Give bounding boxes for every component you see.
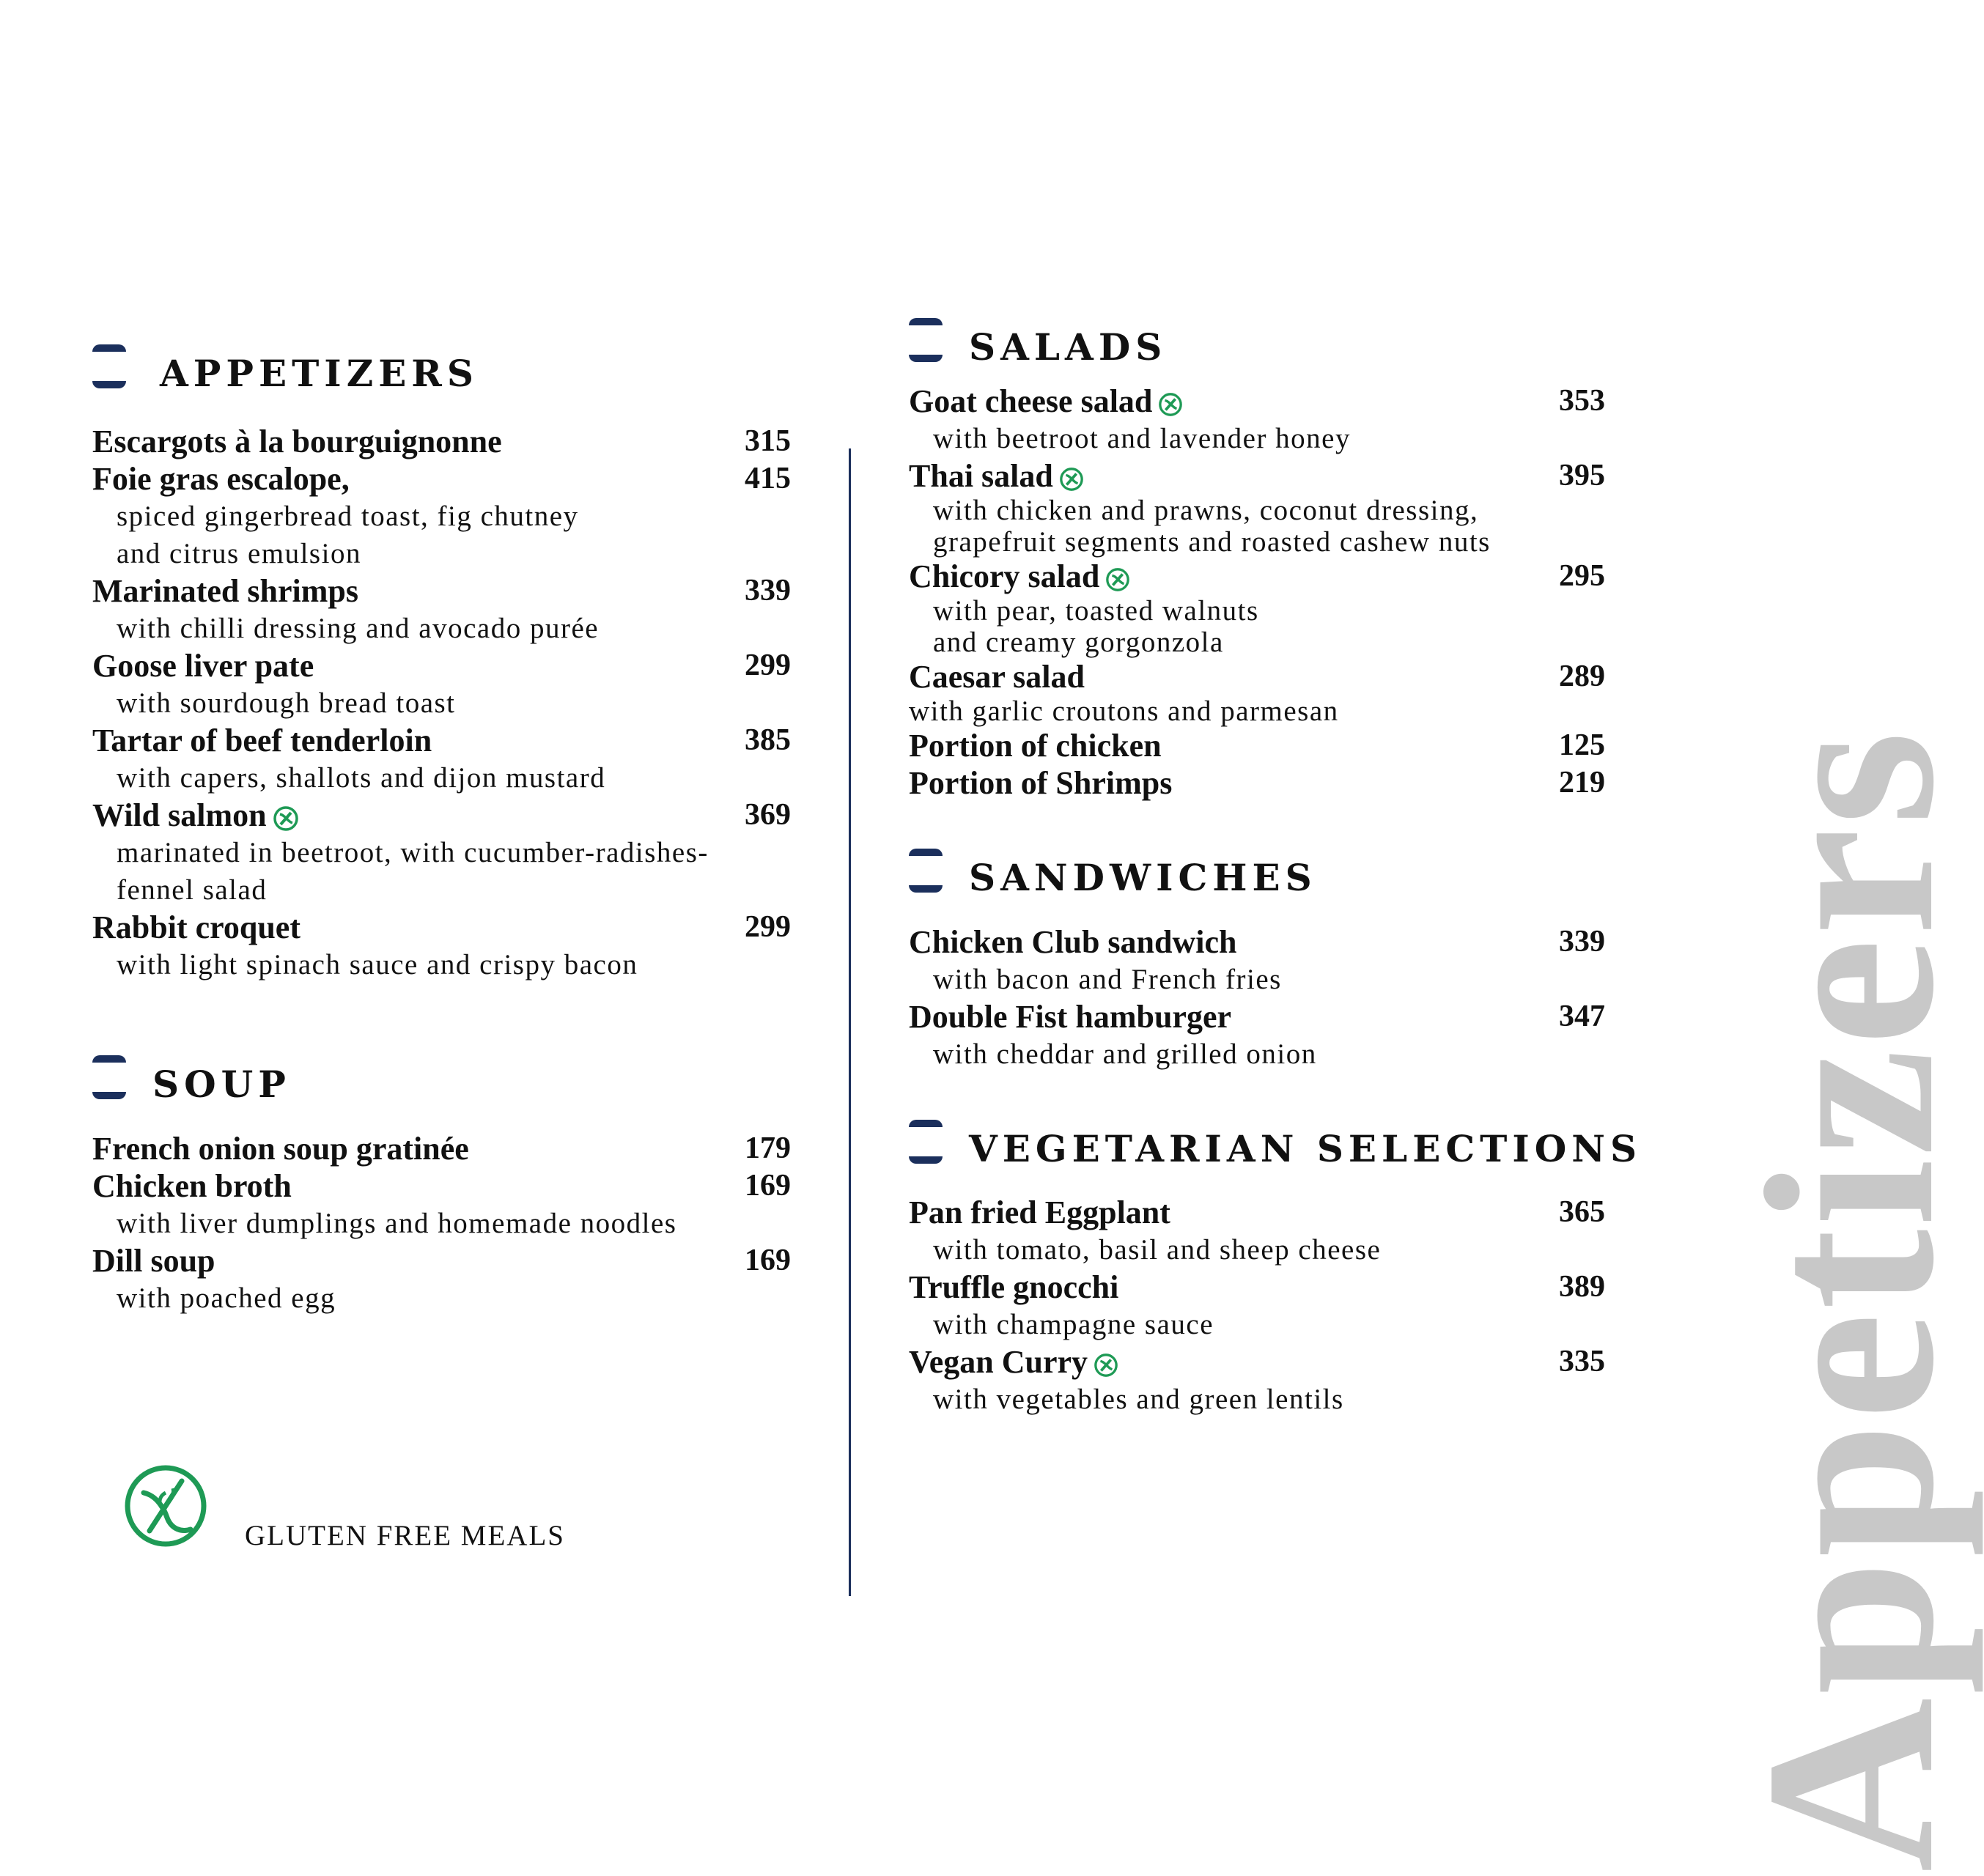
item-price: 385 — [745, 723, 791, 757]
item-description: marinated in beetroot, with cucumber-radishes- — [117, 837, 709, 868]
item-price: 169 — [745, 1169, 791, 1203]
section-header-sandwiches — [909, 849, 1422, 907]
item-name: Goose liver pate — [92, 648, 314, 684]
item-name: Truffle gnocchi — [909, 1269, 1119, 1305]
item-price: 339 — [1559, 925, 1605, 959]
menu-item — [909, 727, 1605, 764]
gluten-free-icon — [123, 1463, 208, 1548]
item-name: Chicken broth — [92, 1168, 292, 1204]
item-description: with champagne sauce — [933, 1309, 1214, 1340]
item-description: with beetroot and lavender honey — [933, 423, 1351, 454]
item-description: with poached egg — [117, 1282, 336, 1314]
menu-item — [909, 923, 1605, 998]
item-price: 169 — [745, 1244, 791, 1277]
item-price: 219 — [1559, 766, 1605, 799]
item-price: 415 — [745, 462, 791, 495]
column-divider — [849, 448, 851, 1596]
item-name: Foie gras escalope, — [92, 461, 350, 497]
item-name: French onion soup gratinée — [92, 1131, 469, 1167]
item-name-row — [909, 457, 1605, 495]
legend-label: GLUTEN FREE MEALS — [245, 1520, 565, 1551]
item-description: grapefruit segments and roasted cashew nuts — [933, 526, 1491, 558]
item-name: Double Fist hamburger — [909, 999, 1231, 1035]
item-name-row — [909, 1343, 1605, 1381]
item-name: Marinated shrimps — [92, 573, 358, 609]
section-header-vegetarian — [909, 1120, 1642, 1178]
item-description: and creamy gorgonzola — [933, 627, 1224, 658]
item-name: Tartar of beef tenderloin — [92, 723, 432, 758]
salads-list — [909, 383, 1605, 802]
gluten-free-icon — [1059, 467, 1084, 492]
section-title: VEGETARIAN SELECTIONS — [969, 1127, 1642, 1170]
item-name: Caesar salad — [909, 659, 1085, 695]
menu-item — [909, 1194, 1605, 1268]
item-description: spiced gingerbread toast, fig chutney — [117, 501, 579, 532]
section-bracket-icon — [92, 1055, 126, 1099]
item-description: fennel salad — [117, 874, 268, 906]
item-description: with vegetables and green lentils — [933, 1384, 1344, 1415]
menu-item — [92, 460, 791, 572]
item-name: Vegan Curry — [909, 1344, 1088, 1380]
vegetarian-list — [909, 1194, 1605, 1418]
item-description: with light spinach sauce and crispy bacon — [117, 949, 638, 981]
item-price: 299 — [745, 910, 791, 944]
section-bracket-icon — [92, 344, 126, 388]
item-description: with chilli dressing and avocado purée — [117, 613, 600, 644]
gluten-free-icon — [273, 805, 299, 832]
item-price: 179 — [745, 1131, 791, 1165]
item-name: Thai salad — [909, 458, 1053, 494]
gluten-free-icon — [1094, 1353, 1118, 1378]
menu-item — [92, 423, 791, 460]
item-price: 369 — [745, 798, 791, 832]
menu-item — [92, 647, 791, 722]
menu-item — [92, 1130, 791, 1167]
item-price: 365 — [1559, 1195, 1605, 1229]
item-price: 389 — [1559, 1270, 1605, 1304]
item-price: 299 — [745, 649, 791, 682]
item-name: Escargots à la bourguignonne — [92, 424, 502, 459]
item-price: 339 — [745, 574, 791, 608]
item-description: with bacon and French fries — [933, 964, 1282, 995]
soup-list — [92, 1130, 791, 1317]
section-header-salads — [909, 318, 1422, 377]
item-price: 353 — [1559, 384, 1605, 418]
item-name-row — [909, 558, 1605, 595]
item-name: Portion of chicken — [909, 728, 1162, 764]
section-header-soup — [92, 1055, 532, 1114]
sandwiches-list — [909, 923, 1605, 1073]
section-title: APPETIZERS — [160, 352, 479, 395]
section-title: SALADS — [969, 325, 1168, 369]
menu-item — [92, 1167, 791, 1242]
item-description: with pear, toasted walnuts — [933, 595, 1259, 627]
item-price: 395 — [1559, 459, 1605, 492]
menu-item — [92, 572, 791, 647]
menu-item — [909, 658, 1605, 727]
page-watermark: Appetizers — [1716, 728, 1984, 1872]
item-name: Dill soup — [92, 1243, 215, 1279]
item-name: Wild salmon — [92, 797, 267, 833]
menu-item — [909, 998, 1605, 1073]
item-name: Pan fried Eggplant — [909, 1194, 1170, 1230]
item-description: with cheddar and grilled onion — [933, 1038, 1317, 1070]
menu-item — [909, 1268, 1605, 1343]
item-name-row — [92, 797, 791, 834]
item-name: Portion of Shrimps — [909, 765, 1173, 801]
section-header-appetizers — [92, 344, 605, 403]
menu-item — [92, 1242, 791, 1317]
item-name: Goat cheese salad — [909, 383, 1153, 419]
item-name-row — [909, 383, 1605, 420]
item-description: with capers, shallots and dijon mustard — [117, 762, 606, 794]
item-description: and citrus emulsion — [117, 538, 361, 569]
item-price: 335 — [1559, 1345, 1605, 1378]
menu-item — [92, 722, 791, 797]
item-price: 315 — [745, 424, 791, 458]
section-title: SOUP — [152, 1063, 291, 1106]
menu-item — [909, 383, 1605, 457]
item-price: 289 — [1559, 660, 1605, 693]
menu-item — [909, 558, 1605, 658]
appetizers-list — [92, 423, 791, 983]
menu-item — [92, 797, 791, 909]
item-price: 347 — [1559, 1000, 1605, 1033]
menu-item — [909, 764, 1605, 802]
item-description: with sourdough bread toast — [117, 687, 456, 719]
item-price: 125 — [1559, 728, 1605, 762]
section-title: SANDWICHES — [969, 856, 1317, 899]
item-price: 295 — [1559, 559, 1605, 593]
item-name: Chicory salad — [909, 558, 1100, 594]
item-description: with garlic croutons and parmesan — [909, 695, 1339, 727]
item-description: with chicken and prawns, coconut dressing, — [933, 495, 1479, 526]
item-name: Chicken Club sandwich — [909, 924, 1237, 960]
section-bracket-icon — [909, 318, 943, 362]
section-bracket-icon — [909, 849, 943, 893]
menu-item — [909, 457, 1605, 558]
gluten-free-icon — [1105, 567, 1130, 592]
item-description: with liver dumplings and homemade noodles — [117, 1208, 677, 1239]
item-name: Rabbit croquet — [92, 909, 300, 945]
menu-item — [909, 1343, 1605, 1418]
gluten-free-icon — [1158, 392, 1183, 417]
section-bracket-icon — [909, 1120, 943, 1164]
menu-item — [92, 909, 791, 983]
item-description: with tomato, basil and sheep cheese — [933, 1234, 1382, 1266]
